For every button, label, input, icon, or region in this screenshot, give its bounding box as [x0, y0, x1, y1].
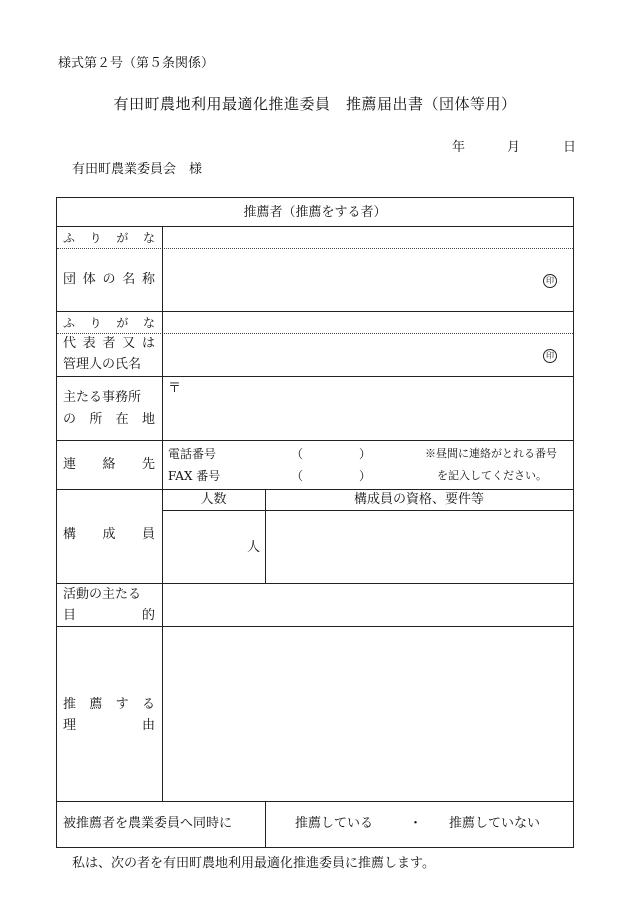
addressee: 有田町農業委員会 様	[72, 162, 203, 177]
office-label-line2: の 所 在 地	[63, 412, 155, 427]
reason-label-line2: 理 由	[63, 718, 155, 733]
option-recommended[interactable]: 推薦している	[295, 816, 374, 831]
footer-statement: 私は、次の者を有田町農地利用最適化推進委員に推薦します。	[72, 856, 435, 871]
option-not-recommended[interactable]: 推薦していない	[449, 816, 541, 831]
members-qualification-header: 構成員の資格、要件等	[353, 492, 484, 507]
rep-label-line2: 管理人の氏名	[63, 357, 142, 372]
reason-label-line1: 推 薦 す る	[63, 697, 155, 712]
form-number: 様式第２号（第５条関係）	[58, 56, 215, 71]
fax-paren-close: ）	[359, 469, 372, 483]
seal-mark: 印	[543, 349, 557, 363]
option-separator: ・	[409, 816, 423, 831]
members-count-header: 人数	[200, 492, 227, 507]
date-year-label: 年	[452, 140, 466, 155]
seal-mark: 印	[543, 274, 557, 288]
phone-paren-open: （	[291, 447, 304, 461]
contact-label: 連 絡 先	[63, 457, 155, 472]
purpose-label-line2: 目 的	[63, 608, 155, 623]
purpose-label-line1: 活動の主たる	[63, 587, 142, 602]
furigana-char: り	[89, 231, 102, 245]
form-title: 有田町農地利用最適化推進委員 推薦届出書（団体等用）	[113, 95, 517, 113]
members-label: 構 成 員	[63, 527, 155, 542]
contact-note-line1: ※昼間に連絡がとれる番号	[425, 447, 557, 460]
simultaneous-label: 被推薦者を農業委員へ同時に	[63, 816, 233, 831]
furigana-char: な	[142, 231, 155, 245]
contact-note-line2: を記入してください。	[437, 469, 547, 482]
phone-label: 電話番号	[168, 447, 217, 461]
furigana-label	[63, 227, 155, 249]
recommender-header: 推薦者（推薦をする者）	[243, 205, 387, 220]
furigana-char: ふ	[63, 231, 76, 245]
furigana-label: ふ り が な	[63, 316, 155, 330]
members-unit: 人	[247, 540, 261, 555]
fax-paren-open: （	[291, 469, 304, 483]
office-label-line1: 主たる事務所	[63, 390, 142, 405]
date-day-label: 日	[563, 140, 577, 155]
furigana-char: が	[116, 231, 129, 245]
rep-label-line1: 代 表 者 又 は	[63, 336, 155, 351]
postal-mark: 〒	[168, 381, 182, 396]
org-name-label: 団 体 の 名 称	[63, 272, 155, 287]
fax-label: FAX 番号	[168, 469, 221, 483]
recommendation-form-table	[56, 197, 574, 848]
phone-paren-close: ）	[359, 447, 372, 461]
date-month-label: 月	[507, 140, 521, 155]
